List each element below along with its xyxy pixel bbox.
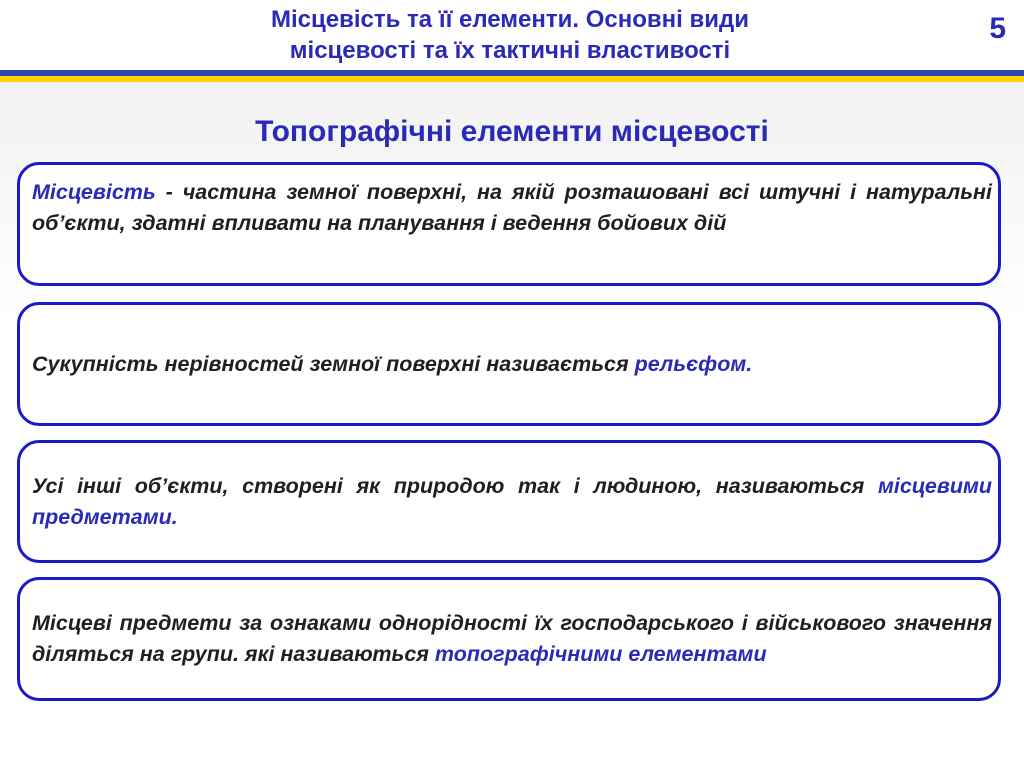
definition-text [32,608,992,670]
slide-title [160,4,860,66]
definition-card-local-objects [17,440,1001,563]
highlight-term: Місцевість [32,180,156,204]
slide-header [0,0,1024,70]
slide-title-line-2: місцевості та їх тактичні властивості [289,37,731,64]
definition-card-terrain [17,162,1001,286]
section-title: Топографічні елементи місцевості [255,115,769,148]
highlight-term: топографічними елементами [434,642,767,666]
highlight-term: місцевими предметами. [32,473,992,529]
highlight-term: рельєфом. [634,351,753,376]
slide-title-line-1: Місцевість та її елементи. Основні види [271,6,749,33]
page-number: 5 [989,12,1006,45]
definition-text [32,349,992,380]
definition-text [32,165,992,239]
definition-body: Усі інші об’єкти, створені як природою так і людиною, називаються [32,473,878,498]
definition-body: - частина земної поверхні, на якій розташовані всі штучні і натуральні об’єкти, здатні впливати на планування і ведення бойових дій [32,180,992,235]
definition-body: Місцеві предмети за ознаками однорідності їх господарського і військового значення діляться на групи. які називаються [32,611,992,666]
definition-card-topographic-elements [17,577,1001,701]
definition-body: Сукупність нерівностей земної поверхні називається [32,351,635,376]
definition-text [32,471,992,533]
definition-card-relief [17,302,1001,426]
